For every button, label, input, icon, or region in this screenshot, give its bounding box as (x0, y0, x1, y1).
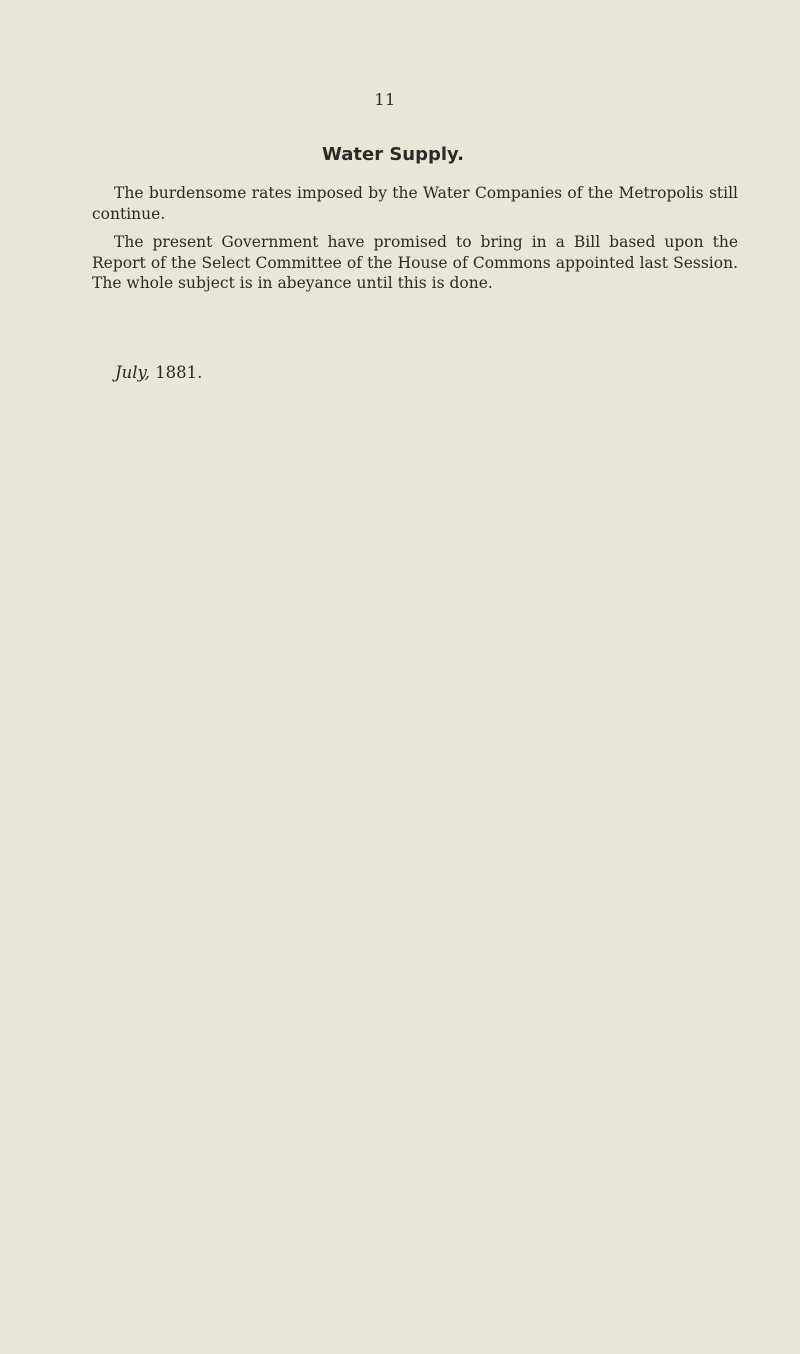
paragraph-water-rates: The burdensome rates imposed by the Water Companies of the Metropolis still continue. (92, 184, 738, 223)
body-text (92, 183, 738, 302)
page-number: 11 (374, 90, 396, 109)
section-heading: Water Supply. (322, 144, 464, 165)
date-signoff (115, 363, 202, 382)
date-month: July, (115, 363, 150, 382)
date-year: 1881. (155, 363, 203, 382)
paragraph-government-bill: The present Government have promised to bring in a Bill based upon the Report of the Select Committee of the House of Commons appointed last Session. The whole subject is in abeyance until this is done. (92, 233, 738, 292)
